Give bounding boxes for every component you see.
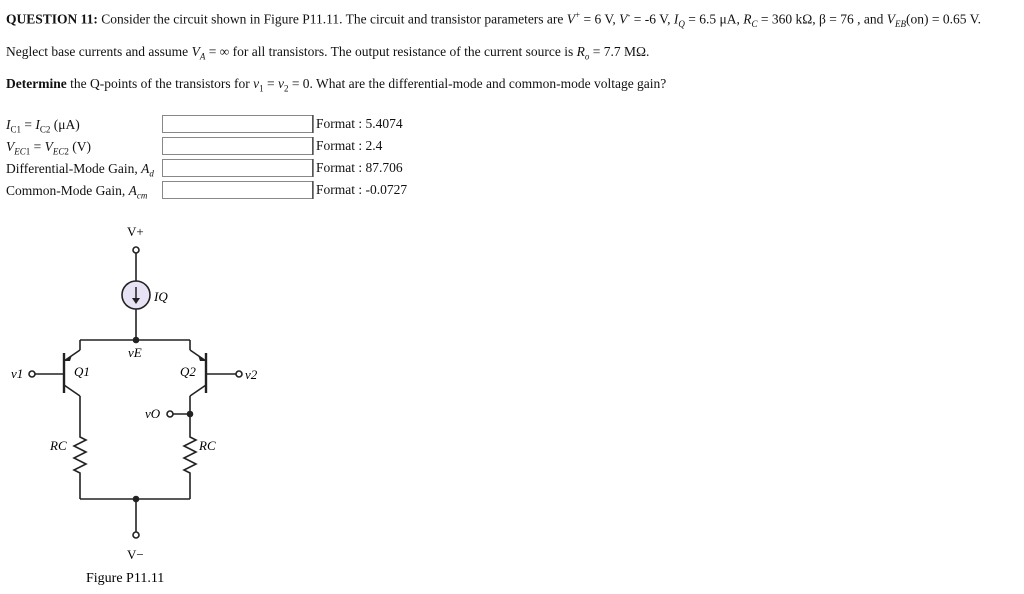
- answer-label-acm: Common-Mode Gain, $A_{cm}$: [6, 183, 148, 201]
- answer-input-ad[interactable]: [162, 159, 314, 177]
- answer-label-ic: $I_{C1} = I_{C2}$ (μA): [6, 117, 80, 135]
- v1-label: v1: [11, 366, 24, 381]
- question-line-2: Neglect base currents and assume $V_A$ = ∞ for all transistors. The output resistance of the current source is $R_o = 7.7$ MΩ.: [6, 44, 650, 62]
- answer-input-vec[interactable]: [162, 137, 314, 155]
- vplus-value: = 6 V,: [580, 11, 620, 27]
- vminus-value: = -6 V,: [630, 11, 674, 27]
- question-line-3: Determine the Q-points of the transistors for $v_1 = v_2 = 0$. What are the differential-mode and common-mode voltage gain?: [6, 76, 667, 94]
- answer-input-acm[interactable]: [162, 181, 314, 199]
- question-line-1: QUESTION 11: Consider the circuit shown in Figure P11.11. The circuit and transistor parameters are V+ = 6 V, V- = -6 V, $I_Q = 6.5$ μA, $R_C = 360$ kΩ, β = 76 , and $V_{EB}(on) = 0.65$ V.: [6, 10, 982, 30]
- vminus-label: V−: [127, 547, 144, 562]
- v1-terminal: [29, 371, 35, 377]
- figure-caption: Figure P11.11: [86, 571, 165, 586]
- veb-value: (on) = 0.65 V.: [906, 11, 982, 27]
- format-hint-ic: Format : 5.4074: [312, 115, 403, 133]
- vo-label: vO: [145, 406, 161, 421]
- format-hint-vec: Format : 2.4: [312, 137, 382, 155]
- rc-right-resistor: [184, 433, 196, 499]
- beta-value: β = 76 , and: [819, 11, 887, 27]
- vplus-terminal: [133, 247, 139, 253]
- format-hint-ad: Format : 87.706: [312, 159, 403, 177]
- iq-label: IQ: [154, 289, 168, 304]
- v2-label: v2: [245, 367, 258, 382]
- q1-label: Q1: [74, 364, 90, 379]
- circuit-diagram: [0, 205, 330, 594]
- v2-terminal: [236, 371, 242, 377]
- line2-c: = 7.7 MΩ.: [589, 44, 650, 59]
- vo-terminal: [167, 411, 173, 417]
- question-intro: Consider the circuit shown in Figure P11.11. The circuit and transistor parameters are: [97, 11, 567, 27]
- ve-label: vE: [128, 345, 142, 360]
- determine-word: Determine: [6, 76, 67, 91]
- line3-b: = 0. What are the differential-mode and common-mode voltage gain?: [288, 76, 667, 91]
- line2-b: = ∞ for all transistors. The output resistance of the current source is: [205, 44, 577, 59]
- answer-label-vec: $V_{EC1} = V_{EC2}$ (V): [6, 139, 92, 157]
- line3-a: the Q-points of the transistors for: [66, 76, 254, 91]
- question-label: QUESTION 11:: [6, 11, 98, 27]
- answer-input-ic[interactable]: [162, 115, 314, 133]
- vminus-terminal: [133, 532, 139, 538]
- rc-left-resistor: [74, 433, 86, 499]
- answer-label-ad: Differential-Mode Gain, $A_d$: [6, 161, 154, 179]
- vplus-label: V+: [127, 224, 144, 239]
- line2-a: Neglect base currents and assume: [6, 44, 192, 59]
- iq-value: = 6.5 μA,: [684, 11, 744, 27]
- rc-left-label: RC: [50, 438, 67, 453]
- format-hint-acm: Format : -0.0727: [312, 181, 407, 199]
- rc-value: = 360 kΩ,: [757, 11, 820, 27]
- rc-right-label: RC: [199, 438, 216, 453]
- q2-label: Q2: [180, 364, 196, 379]
